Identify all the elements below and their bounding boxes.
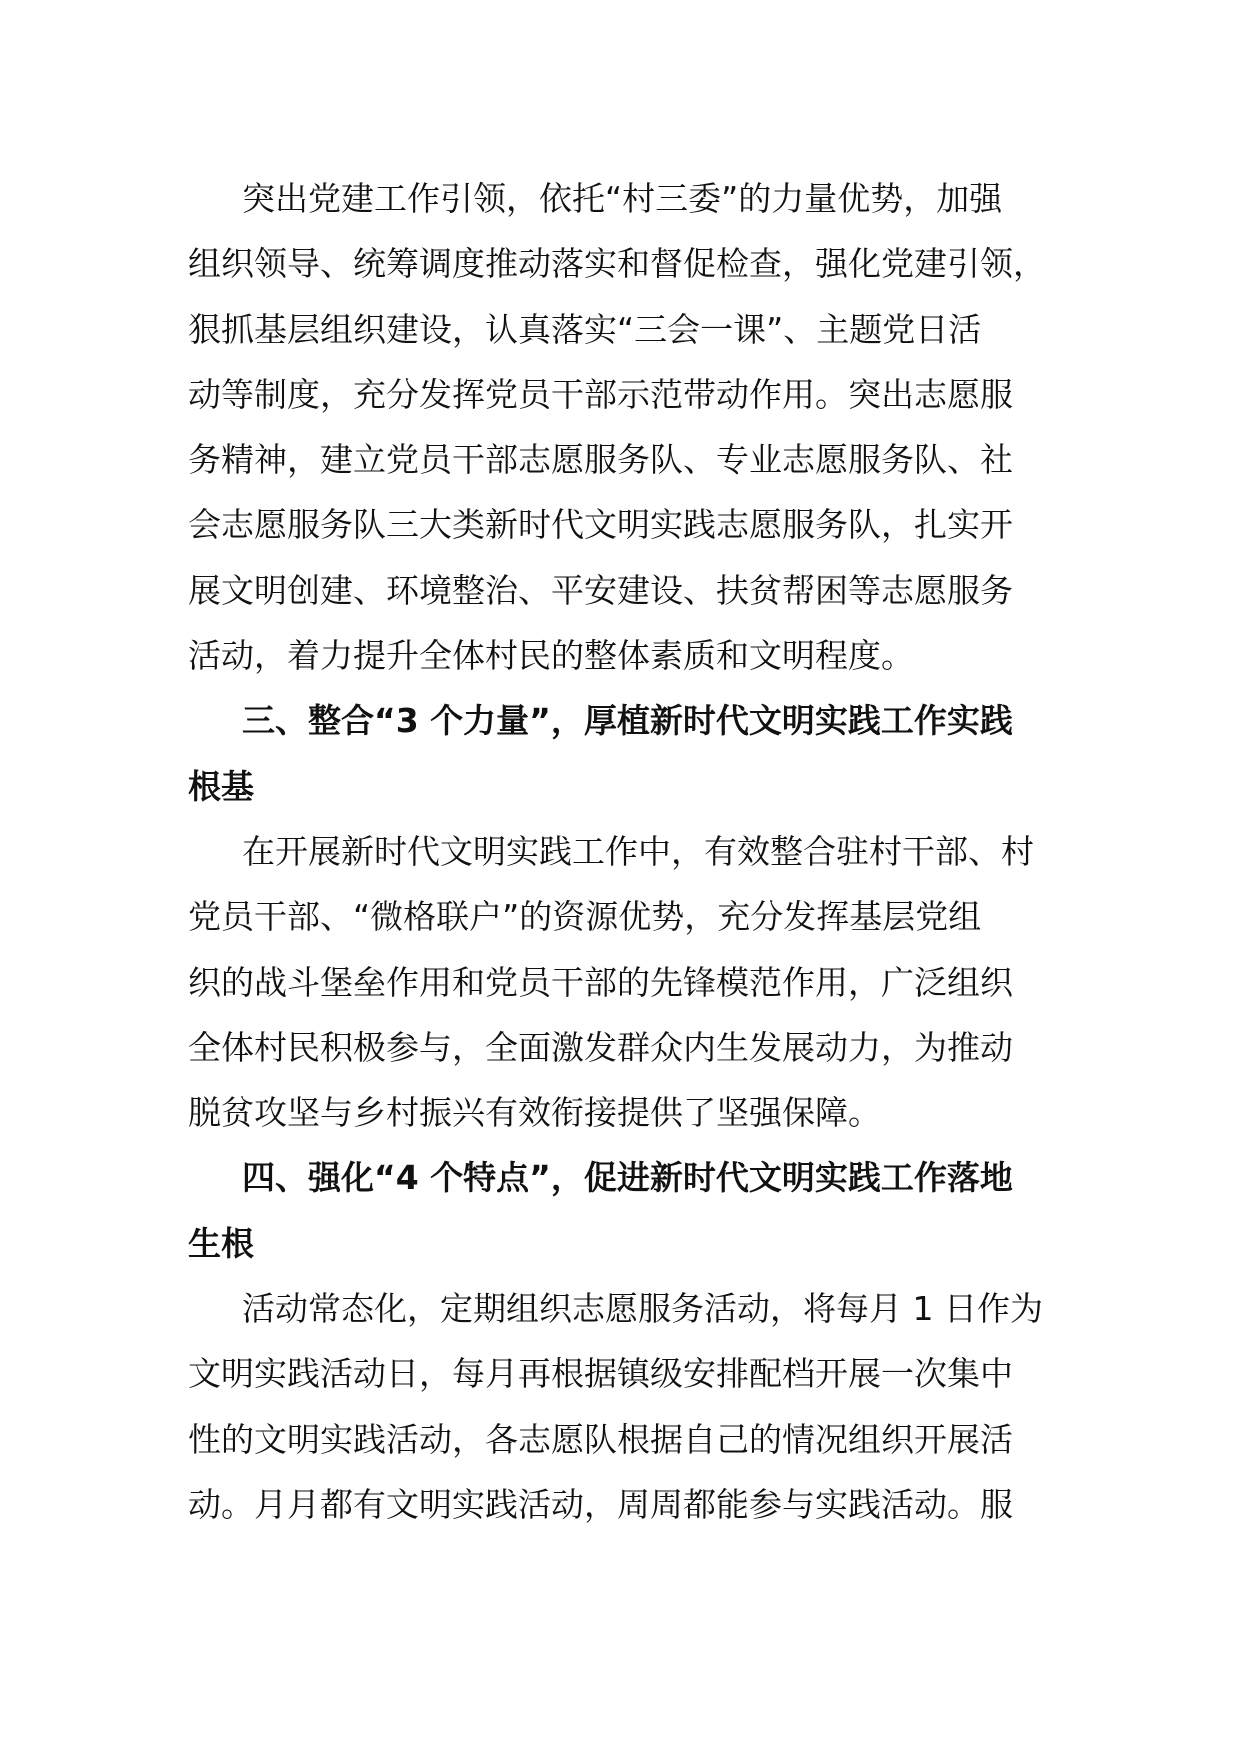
heading-line: 根基 (188, 766, 254, 806)
paragraph-line: 展文明创建、环境整治、平安建设、扶贫帮困等志愿服务 (188, 570, 1013, 610)
paragraph-line: 动。月月都有文明实践活动，周周都能参与实践活动。服 (188, 1484, 1013, 1524)
paragraph-line: 务精神，建立党员干部志愿服务队、专业志愿服务队、社 (188, 440, 1013, 480)
paragraph-line: 组织领导、统筹调度推动落实和督促检查，强化党建引领， (188, 244, 1046, 284)
paragraph-line: 会志愿服务队三大类新时代文明实践志愿服务队，扎实开 (188, 505, 1013, 545)
paragraph-party-building (188, 166, 1058, 688)
paragraph-line: 全体村民积极参与，全面激发群众内生发展动力，为推动 (188, 1027, 1013, 1067)
document-body (188, 166, 1058, 1537)
paragraph-line: 性的文明实践活动，各志愿队根据自己的情况组织开展活 (188, 1419, 1013, 1459)
paragraph-line: 文明实践活动日，每月再根据镇级安排配档开展一次集中 (188, 1354, 1013, 1394)
heading-line: 三、整合“3 个力量”，厚植新时代文明实践工作实践 (242, 701, 1013, 741)
paragraph-regular-activities (188, 1276, 1058, 1537)
section-heading-four (188, 1145, 1058, 1276)
heading-line: 生根 (188, 1223, 254, 1263)
paragraph-line: 活动，着力提升全体村民的整体素质和文明程度。 (188, 636, 914, 676)
paragraph-line: 脱贫攻坚与乡村振兴有效衔接提供了坚强保障。 (188, 1093, 881, 1133)
heading-line: 四、强化“4 个特点”，促进新时代文明实践工作落地 (242, 1158, 1013, 1198)
section-heading-three (188, 688, 1058, 819)
paragraph-line: 突出党建工作引领，依托“村三委”的力量优势，加强 (242, 179, 1003, 218)
paragraph-integration (188, 819, 1058, 1145)
paragraph-line: 活动常态化，定期组织志愿服务活动，将每月 1 日作为 (242, 1289, 1043, 1329)
paragraph-line: 狠抓基层组织建设，认真落实“三会一课”、主题党日活 (188, 309, 982, 349)
paragraph-line: 织的战斗堡垒作用和党员干部的先锋模范作用，广泛组织 (188, 962, 1013, 1002)
paragraph-line: 党员干部、“微格联户”的资源优势，充分发挥基层党组 (188, 897, 982, 937)
paragraph-line: 动等制度，充分发挥党员干部示范带动作用。突出志愿服 (188, 374, 1013, 414)
paragraph-line: 在开展新时代文明实践工作中，有效整合驻村干部、村 (242, 831, 1034, 871)
